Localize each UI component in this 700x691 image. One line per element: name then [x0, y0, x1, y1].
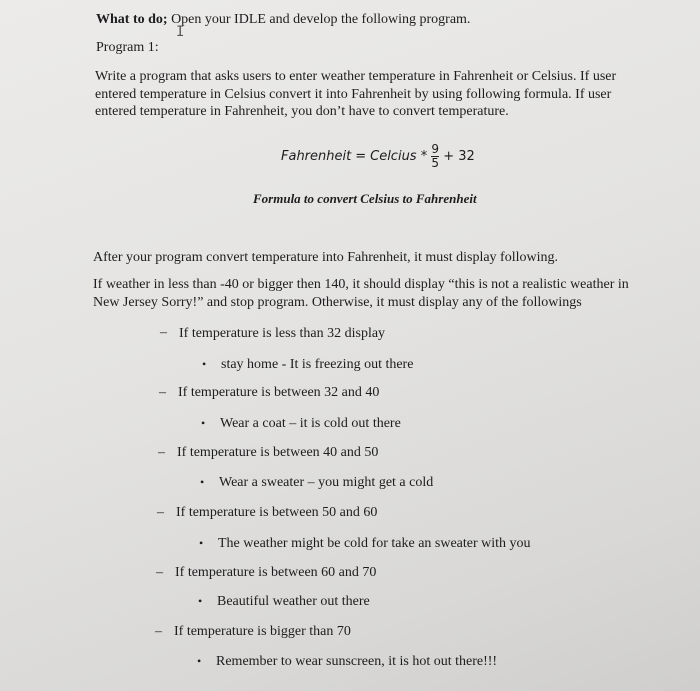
rule-line: New Jersey Sorry!” and stop program. Otherwise, it must display any of the followings [93, 295, 582, 310]
formula-rhs: Celcius * [370, 149, 428, 164]
heading-text: Open your IDLE and develop the following program. [171, 12, 471, 27]
message-item: stay home - It is freezing out there [221, 357, 414, 372]
bullet-icon: • [201, 416, 206, 430]
condition-item: If temperature is between 40 and 50 [177, 445, 379, 460]
bullet-icon: • [197, 654, 202, 668]
dash-icon: – [155, 624, 162, 639]
formula-caption: Formula to convert Celsius to Fahrenheit [253, 191, 477, 206]
condition-item: If temperature is bigger than 70 [174, 624, 351, 639]
fraction-denominator: 5 [431, 156, 440, 170]
text-cursor-icon: I [176, 24, 185, 40]
rule-line: If weather in less than -40 or bigger then 140, it should display “this is not a realistic weather in [93, 277, 629, 292]
formula-tail: + 32 [443, 149, 475, 164]
after-line: After your program convert temperature into Fahrenheit, it must display following. [93, 250, 558, 265]
condition-item: If temperature is less than 32 display [179, 326, 386, 341]
bullet-icon: • [202, 357, 207, 371]
condition-item: If temperature is between 50 and 60 [176, 505, 378, 520]
intro-line: entered temperature in Celsius convert it into Fahrenheit by using following formula. If user [95, 87, 612, 102]
program-title: Program 1: [96, 40, 159, 55]
formula-fraction [431, 143, 439, 170]
message-item: Wear a sweater – you might get a cold [219, 475, 434, 490]
instructions-heading [96, 11, 470, 28]
dash-icon: – [159, 385, 166, 400]
dash-icon: – [156, 565, 163, 580]
intro-line: Write a program that asks users to enter weather temperature in Fahrenheit or Celsius. If user [95, 69, 617, 84]
condition-item: If temperature is between 32 and 40 [178, 385, 380, 400]
bullet-icon: • [199, 536, 204, 550]
intro-line: entered temperature in Fahrenheit, you don’t have to convert temperature. [95, 104, 509, 119]
dash-icon: – [158, 445, 165, 460]
condition-item: If temperature is between 60 and 70 [175, 565, 377, 580]
message-item: Beautiful weather out there [217, 594, 370, 609]
formula-equals: = [355, 149, 367, 164]
formula-lhs: Fahrenheit [281, 149, 352, 164]
bullet-icon: • [200, 475, 205, 489]
message-item: Remember to wear sunscreen, it is hot out there!!! [216, 654, 498, 669]
bullet-icon: • [198, 594, 203, 608]
message-item: Wear a coat – it is cold out there [220, 416, 401, 431]
fraction-numerator: 9 [431, 142, 440, 156]
message-item: The weather might be cold for take an sweater with you [218, 536, 531, 551]
conversion-formula [281, 143, 475, 170]
dash-icon: – [157, 505, 164, 520]
heading-label: What to do; [96, 12, 168, 27]
dash-icon: – [160, 325, 167, 340]
